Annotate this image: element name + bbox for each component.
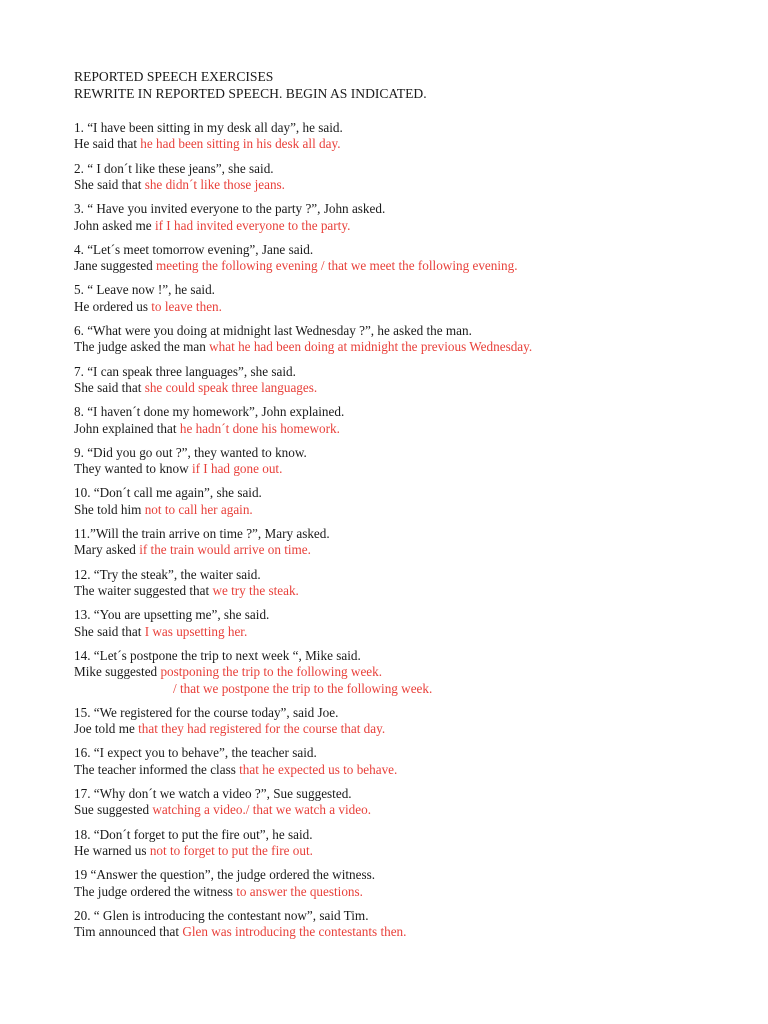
question-line: 9. “Did you go out ?”, they wanted to know. — [74, 444, 307, 460]
answer-prompt: Tim announced that — [74, 924, 183, 940]
document-title: REPORTED SPEECH EXERCISES — [74, 69, 274, 84]
exercise-item-15 — [74, 705, 734, 746]
answer-text: postponing the trip to the following week. — [160, 664, 383, 680]
exercise-list — [74, 120, 734, 948]
question-line: 11.”Will the train arrive on time ?”, Mary asked. — [74, 525, 330, 541]
answer-prompt: John explained that — [74, 420, 180, 436]
exercise-item-8 — [74, 404, 734, 445]
answer-line — [74, 299, 734, 315]
answer-prompt: Joe told me — [74, 721, 139, 737]
answer-text: what he had been doing at midnight the previous Wednesday. — [209, 339, 533, 355]
question-line: 2. “ I don´t like these jeans”, she said. — [74, 160, 274, 176]
answer-text: not to call her again. — [144, 501, 253, 517]
exercise-item-18 — [74, 827, 734, 868]
question-line: 18. “Don´t forget to put the fire out”, he said. — [74, 826, 313, 842]
answer-prompt: He said that — [74, 136, 141, 152]
answer-line — [74, 177, 734, 193]
answer-continuation: / that we postpone the trip to the following week. — [173, 680, 433, 696]
answer-prompt: He ordered us — [74, 298, 152, 314]
exercise-item-20 — [74, 908, 734, 949]
question-line: 13. “You are upsetting me”, she said. — [74, 607, 270, 623]
question-line: 1. “I have been sitting in my desk all day”, he said. — [74, 120, 343, 135]
question-line: 5. “ Leave now !”, he said. — [74, 282, 215, 298]
exercise-item-6 — [74, 323, 734, 364]
answer-prompt: She said that — [74, 623, 145, 639]
document-instruction: REWRITE IN REPORTED SPEECH. BEGIN AS INDICATED. — [74, 86, 427, 101]
exercise-item-2 — [74, 161, 734, 202]
question-line: 14. “Let´s postpone the trip to next week “, Mike said. — [74, 647, 361, 663]
answer-text: she didn´t like those jeans. — [144, 177, 285, 192]
answer-text: if I had gone out. — [191, 461, 283, 477]
exercise-item-19 — [74, 867, 734, 908]
answer-text: meeting the following evening / that we meet the following evening. — [156, 258, 518, 274]
exercise-item-13 — [74, 607, 734, 648]
question-line: 7. “I can speak three languages”, she said. — [74, 363, 296, 379]
question-line: 15. “We registered for the course today”, said Joe. — [74, 704, 339, 720]
answer-text: that he expected us to behave. — [239, 761, 398, 777]
exercise-item-9 — [74, 445, 734, 486]
question-line: 8. “I haven´t done my homework”, John explained. — [74, 404, 345, 420]
answer-text: she could speak three languages. — [144, 379, 318, 395]
question-line: 6. “What were you doing at midnight last Wednesday ?”, he asked the man. — [74, 322, 472, 338]
answer-text: not to forget to put the fire out. — [149, 842, 313, 858]
answer-line — [74, 218, 734, 234]
answer-line — [74, 502, 734, 518]
answer-line — [74, 258, 734, 274]
answer-text: watching a video./ that we watch a video. — [152, 802, 372, 818]
exercise-item-4 — [74, 242, 734, 283]
answer-prompt: The teacher informed the class — [74, 761, 240, 777]
answer-text: if I had invited everyone to the party. — [154, 217, 351, 233]
answer-prompt: She said that — [74, 379, 145, 395]
answer-text: I was upsetting her. — [144, 623, 248, 639]
answer-prompt: Mike suggested — [74, 664, 161, 680]
question-line: 20. “ Glen is introducing the contestant now”, said Tim. — [74, 907, 369, 923]
answer-line — [74, 542, 734, 558]
answer-line — [74, 421, 734, 437]
exercise-item-10 — [74, 485, 734, 526]
answer-prompt: John asked me — [74, 217, 155, 233]
answer-line — [74, 721, 734, 737]
answer-line — [74, 624, 734, 640]
answer-prompt: He warned us — [74, 842, 150, 858]
question-line: 19 “Answer the question”, the judge ordered the witness. — [74, 867, 376, 883]
answer-text: he hadn´t done his homework. — [179, 420, 340, 436]
answer-prompt: Jane suggested — [74, 258, 157, 274]
answer-prompt: The waiter suggested that — [74, 582, 213, 598]
answer-text: he had been sitting in his desk all day. — [140, 136, 341, 152]
answer-text: to leave then. — [151, 298, 222, 314]
question-line: 10. “Don´t call me again”, she said. — [74, 485, 262, 501]
answer-line — [74, 461, 734, 477]
answer-prompt: Sue suggested — [74, 802, 153, 818]
answer-line — [74, 136, 734, 152]
document-page — [74, 68, 734, 948]
question-line: 17. “Why don´t we watch a video ?”, Sue suggested. — [74, 785, 352, 801]
exercise-item-11 — [74, 526, 734, 567]
answer-line — [74, 762, 734, 778]
answer-line — [74, 884, 734, 900]
answer-text: Glen was introducing the contestants then. — [182, 924, 407, 940]
answer-prompt: The judge ordered the witness — [74, 883, 237, 899]
answer-text: we try the steak. — [212, 582, 299, 598]
answer-prompt: The judge asked the man — [74, 339, 210, 355]
exercise-item-17 — [74, 786, 734, 827]
exercise-item-7 — [74, 364, 734, 405]
exercise-item-12 — [74, 567, 734, 608]
answer-line — [74, 380, 734, 396]
question-line: 16. “I expect you to behave”, the teacher said. — [74, 745, 317, 761]
answer-line — [74, 843, 734, 859]
answer-prompt: She said that — [74, 177, 145, 192]
exercise-item-5 — [74, 282, 734, 323]
answer-line — [74, 802, 734, 818]
answer-text: that they had registered for the course that day. — [138, 721, 386, 737]
answer-line — [74, 924, 734, 940]
answer-line — [74, 664, 734, 680]
exercise-item-16 — [74, 745, 734, 786]
answer-prompt: They wanted to know — [74, 461, 192, 477]
answer-prompt: She told him — [74, 501, 145, 517]
answer-prompt: Mary asked — [74, 542, 140, 558]
exercise-item-14 — [74, 648, 734, 705]
exercise-item-1 — [74, 120, 734, 161]
answer-line — [74, 339, 734, 355]
question-line: 4. “Let´s meet tomorrow evening”, Jane said. — [74, 241, 314, 257]
question-line: 3. “ Have you invited everyone to the party ?”, John asked. — [74, 201, 386, 217]
answer-text: to answer the questions. — [236, 883, 363, 899]
answer-text: if the train would arrive on time. — [139, 542, 311, 558]
exercise-item-3 — [74, 201, 734, 242]
answer-line — [74, 583, 734, 599]
question-line: 12. “Try the steak”, the waiter said. — [74, 566, 261, 582]
